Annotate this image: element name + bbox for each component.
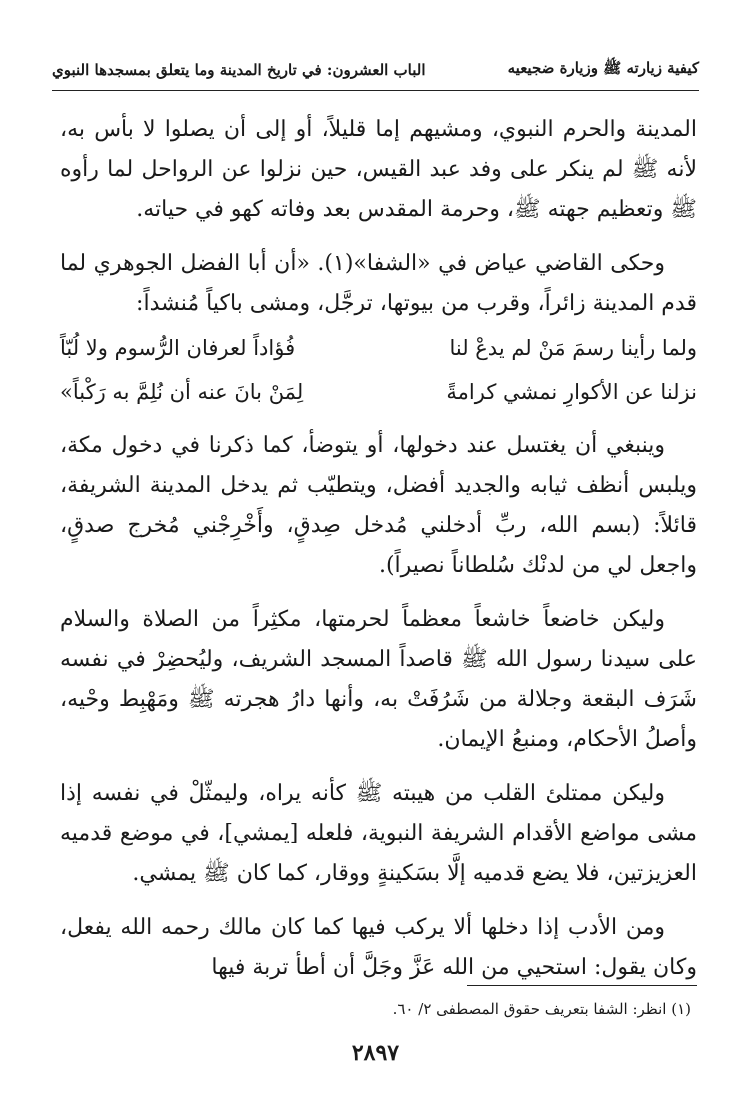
- verse-first-hemistich: نزلنا عن الأكوارِ نمشي كرامةً: [446, 380, 697, 404]
- header-chapter-title: الباب العشرون: في تاريخ المدينة وما يتعلق بمسجدها النبوي: [52, 61, 426, 79]
- poem-verse: [60, 372, 697, 412]
- header-chapter-topic: كيفية زيارته ﷺ وزيارة ضجيعيه: [507, 59, 699, 77]
- page-number: ٢٨٩٧: [351, 1040, 400, 1066]
- poem-verse: [60, 328, 697, 368]
- paragraph: ومن الأدب إذا دخلها ألا يركب فيها كما كان مالك رحمه الله يفعل، وكان يقول: استحيي من الله عَزَّ وجَلَّ أن أطأ تربة فيها: [60, 915, 697, 980]
- paragraph: المدينة والحرم النبوي، ومشيهم إما قليلاً، أو إلى أن يصلوا لا بأس به، لأنه ﷺ لم ينكر على وفد عبد القيس، حين نزلوا عن الرواحل لما رأوه ﷺ وتعظيم جهته ﷺ، وحرمة المقدس بعد وفاته كهو في حياته.: [60, 117, 697, 222]
- paragraph: وليكن خاضعاً خاشعاً معظماً لحرمتها، مكثِراً من الصلاة والسلام على سيدنا رسول الله ﷺ قاصداً المسجد الشريف، وليُحضِرْ في نفسه شَرَف البقعة وجلالة من شَرُفَتْ به، وأنها دارُ هجرته ﷺ ومَهْبِط وحْيه، وأصلُ الأحكام، ومنبعُ الإيمان.: [60, 607, 697, 752]
- footnote: (١) انظر: الشفا بتعريف حقوق المصطفى ٢/ ٦٠.: [392, 1000, 691, 1018]
- footnote-divider: [467, 985, 697, 986]
- verse-second-hemistich: لِمَنْ بانَ عنه أن نُلِمَّ به رَكْباً»: [60, 380, 304, 404]
- paragraph: وينبغي أن يغتسل عند دخولها، أو يتوضأ، كما ذكرنا في دخول مكة، ويلبس أنظف ثيابه والجديد أفضل، ويتطيّب ثم يدخل المدينة الشريفة، قائلاً: (بسم الله، ربِّ أدخلني مُدخل صِدقٍ، وأَخْرِجْني مُخرج صدقٍ، واجعل لي من لدنْك سُلطاناً نصيراً).: [60, 433, 697, 578]
- verse-second-hemistich: فُؤاداً لعرفان الرُّسوم ولا لُبّاً: [60, 336, 296, 360]
- paragraph: وليكن ممتلئ القلب من هيبته ﷺ كأنه يراه، وليمثّلْ في نفسه إذا مشى مواضع الأقدام الشريفة النبوية، فلعله [يمشي]، في موضع قدميه العزيزتين، فلا يضع قدميه إلَّا بسَكينةٍ ووقار، كما كان ﷺ يمشي.: [60, 781, 697, 886]
- paragraph: وحكى القاضي عياض في «الشفا»(١). «أن أبا الفضل الجوهري لما قدم المدينة زائراً، وقرب من بيوتها، ترجَّل، ومشى باكياً مُنشداً:: [60, 251, 697, 316]
- verse-first-hemistich: ولما رأينا رسمَ مَنْ لم يدعْ لنا: [449, 336, 697, 360]
- main-text: [60, 110, 697, 1002]
- running-header: [52, 50, 699, 91]
